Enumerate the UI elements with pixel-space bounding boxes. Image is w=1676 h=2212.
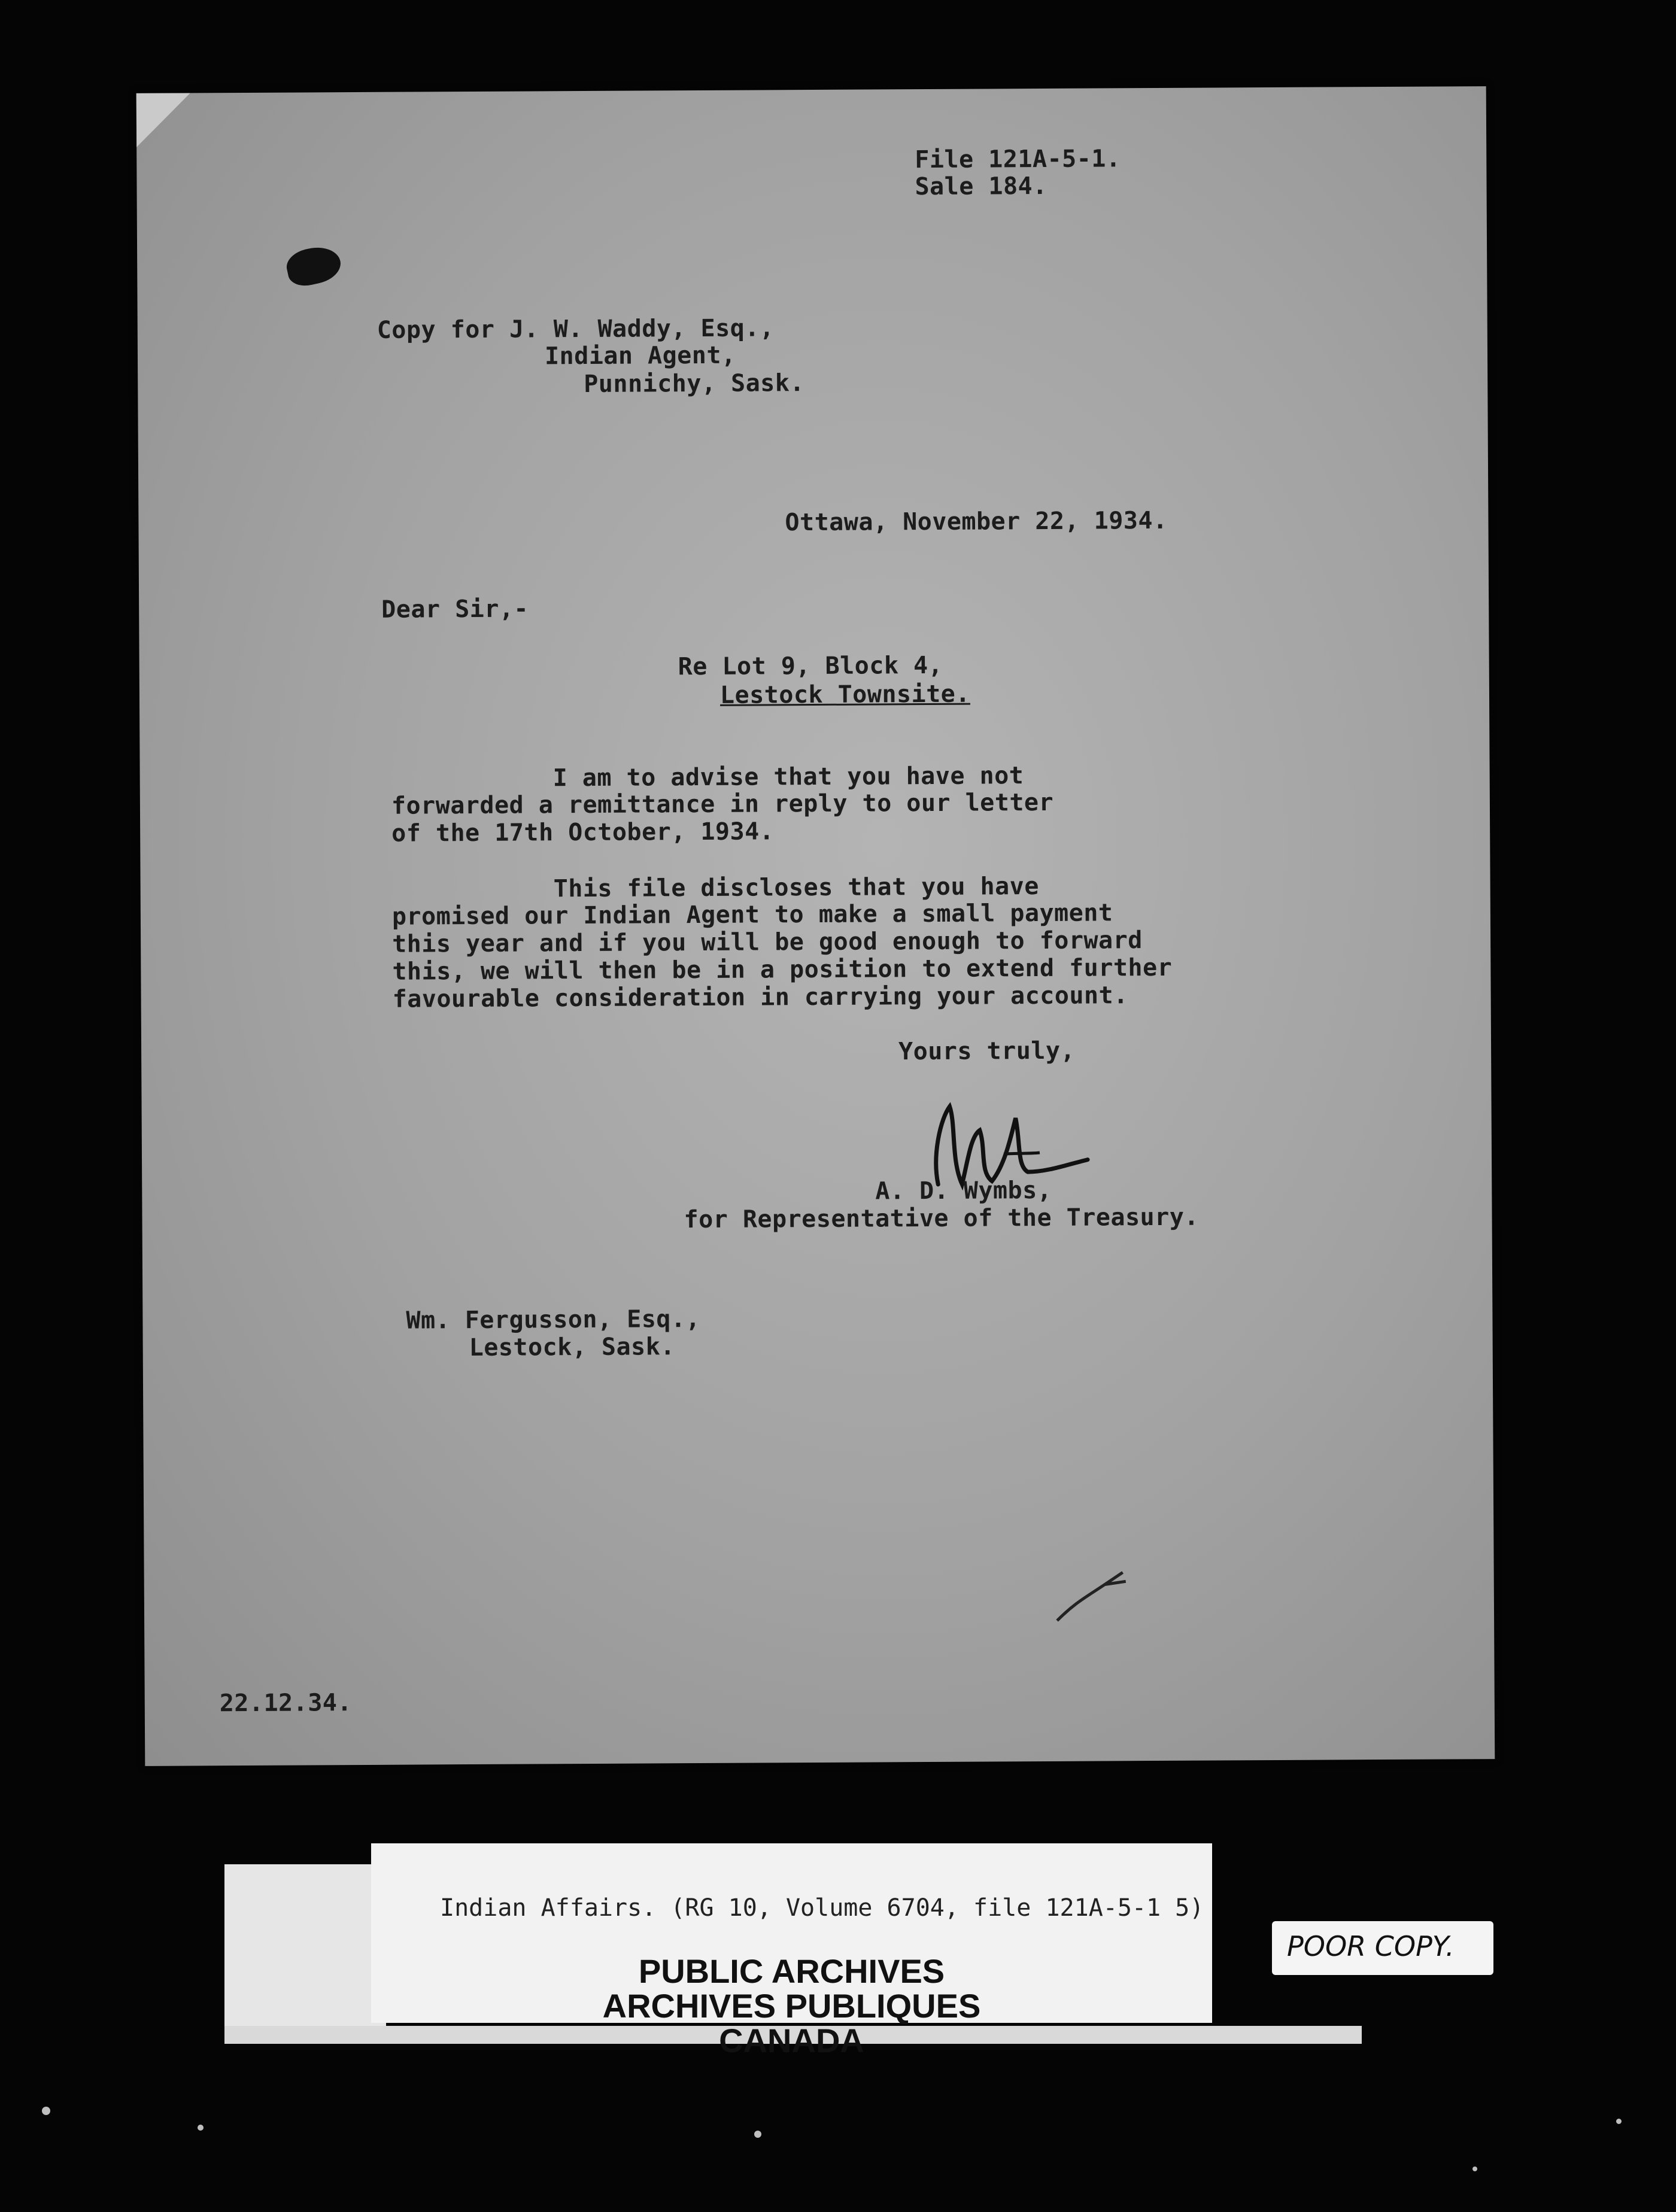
letter-page — [136, 86, 1495, 1766]
addressee-place: Lestock, Sask. — [469, 1333, 675, 1362]
copy-for-line: Copy for J. W. Waddy, Esq., — [377, 314, 775, 344]
paragraph2-line2: promised our Indian Agent to make a small payment — [391, 899, 1113, 931]
dateline: Ottawa, November 22, 1934. — [785, 506, 1168, 537]
paragraph2-line4: this, we will then be in a position to extend further — [392, 953, 1173, 986]
film-speck — [1472, 2167, 1477, 2171]
paragraph1-line3: of the 17th October, 1934. — [391, 818, 775, 847]
paragraph2-line3: this year and if you will be good enough to forward — [392, 926, 1143, 958]
film-scratch — [1051, 1566, 1135, 1627]
film-speck — [42, 2107, 50, 2115]
footer-date: 22.12.34. — [219, 1689, 353, 1718]
archive-citation: Indian Affairs. (RG 10, Volume 6704, file 121A-5-1 5) — [440, 1894, 1204, 1922]
punch-hole — [284, 242, 344, 289]
salutation: Dear Sir,- — [381, 595, 529, 624]
film-speck — [1616, 2119, 1622, 2124]
archive-label-tab — [224, 1864, 386, 2029]
film-speck — [754, 2131, 761, 2138]
file-number: File 121A-5-1. — [915, 145, 1121, 174]
re-line-townsite: Lestock Townsite. — [719, 680, 970, 709]
archive-stamp — [371, 1954, 1212, 2058]
re-line-lot: Re Lot 9, Block 4, — [678, 651, 943, 681]
signer-title: for Representative of the Treasury. — [684, 1203, 1200, 1234]
paragraph2-line1: This file discloses that you have — [553, 873, 1039, 903]
copy-for-title: Indian Agent, — [544, 341, 736, 370]
paragraph2-line5: favourable consideration in carrying your account. — [392, 982, 1128, 1013]
addressee-name: Wm. Fergusson, Esq., — [406, 1305, 701, 1335]
film-speck — [198, 2125, 204, 2131]
poor-copy-text: POOR COPY. — [1287, 1930, 1455, 1962]
paragraph1-line1: I am to advise that you have not — [552, 762, 1024, 792]
paragraph1-line2: forwarded a remittance in reply to our letter — [391, 788, 1054, 820]
archive-stamp-line1: PUBLIC ARCHIVES — [638, 1952, 945, 1990]
copy-for-place: Punnichy, Sask. — [584, 369, 805, 399]
signer-name: A. D. Wymbs, — [875, 1176, 1052, 1205]
folded-corner — [136, 93, 190, 147]
archive-stamp-line3: CANADA — [719, 2022, 864, 2059]
archive-stamp-line2: ARCHIVES PUBLIQUES — [602, 1987, 981, 2025]
sale-number: Sale 184. — [915, 172, 1048, 201]
closing: Yours truly, — [898, 1037, 1076, 1066]
